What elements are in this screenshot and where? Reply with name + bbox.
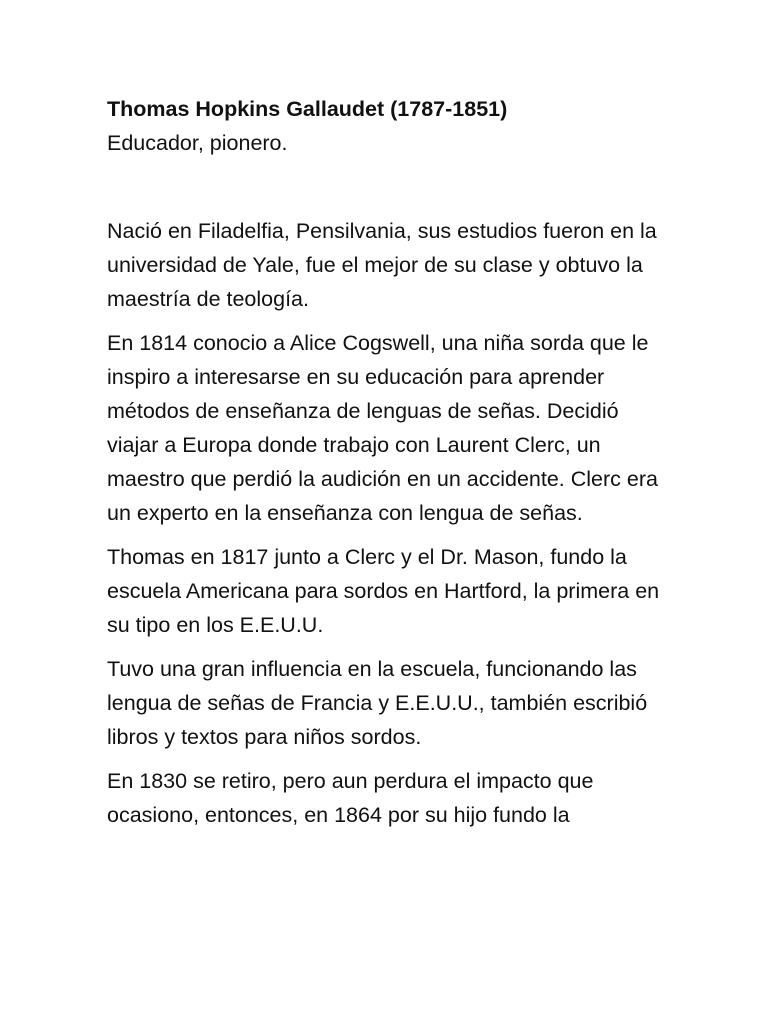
paragraph-birth-education: Nació en Filadelfia, Pensilvania, sus estudios fueron en la universidad de Yale, fue el mejor de su clase y obtuvo la maestría de teología. [107, 219, 657, 311]
document-subtitle: Educador, pionero. [107, 131, 288, 155]
document-title: Thomas Hopkins Gallaudet (1787-1851) [107, 97, 508, 121]
section-spacer [107, 160, 667, 214]
paragraph-alice-cogswell: En 1814 conocio a Alice Cogswell, una niña sorda que le inspiro a interesarse en su educación para aprender métodos de enseñanza de lenguas de señas. Decidió viajar a Europa donde trabajo con Laurent Clerc, un maestro que perdió la audición en un accidente. Clerc era un experto en la enseñanza con lengua de señas. [107, 331, 658, 525]
paragraph-school-founding: Thomas en 1817 junto a Clerc y el Dr. Mason, fundo la escuela Americana para sordos en Hartford, la primera en su tipo en los E.E.U.U. [107, 545, 660, 637]
paragraph-retirement: En 1830 se retiro, pero aun perdura el impacto que ocasiono, entonces, en 1864 por su hijo fundo la [107, 769, 594, 827]
paragraph-influence: Tuvo una gran influencia en la escuela, funcionando las lengua de señas de Francia y E.E.U.U., también escribió libros y textos para niños sordos. [107, 657, 648, 749]
document-body [107, 92, 667, 842]
